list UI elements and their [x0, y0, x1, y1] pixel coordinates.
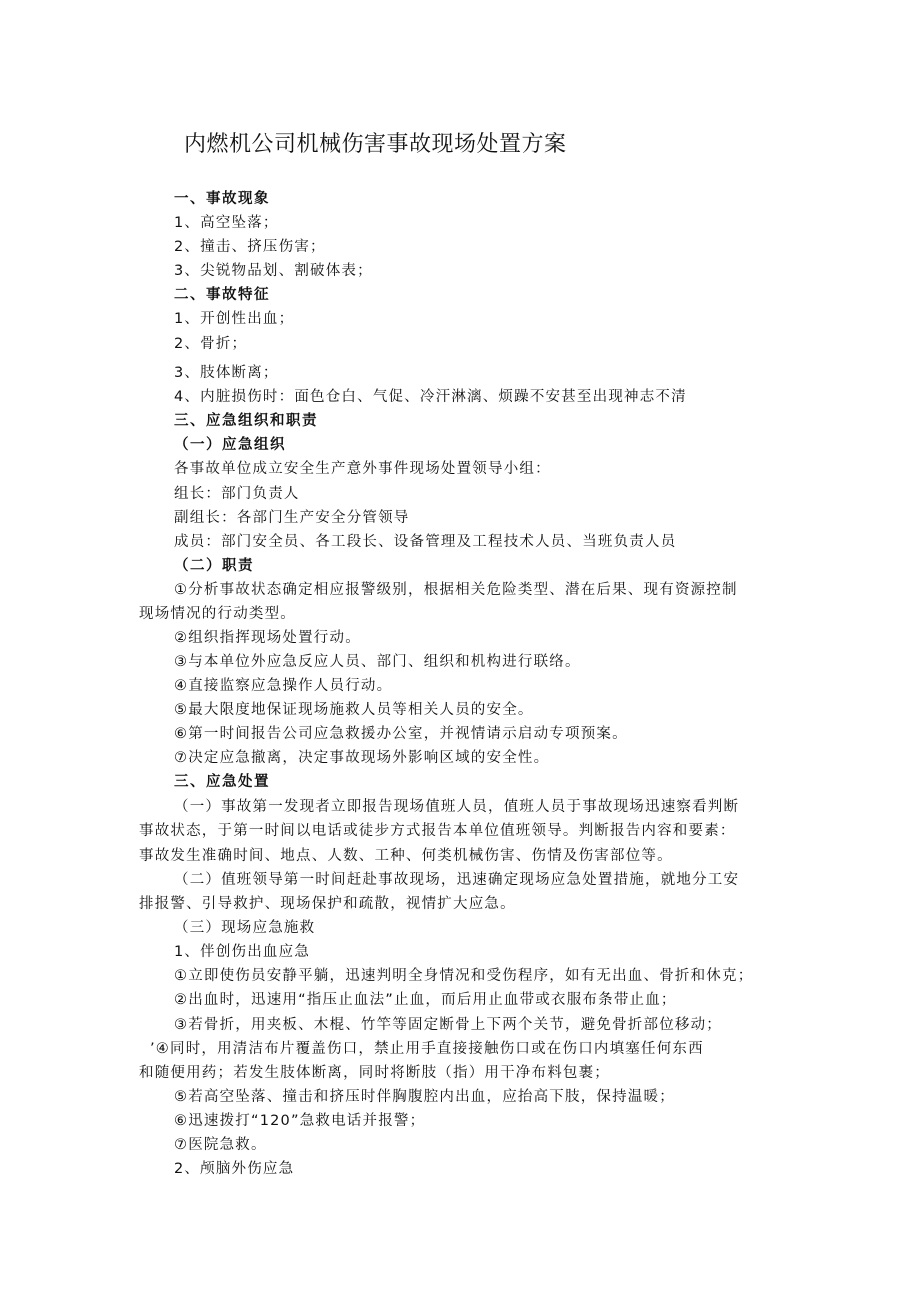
- list-item: 1、高空坠落；: [174, 215, 279, 231]
- paragraph-line: 各事故单位成立安全生产意外事件现场处置领导小组：: [174, 461, 551, 477]
- paragraph-line: 组长：部门负责人: [174, 486, 300, 502]
- paragraph-line: 1、伴创伤出血应急: [174, 944, 311, 960]
- subsection-heading: （二）职责: [174, 558, 254, 574]
- section-heading: 三、应急组织和职责: [174, 413, 318, 429]
- paragraph-line: 现场情况的行动类型。: [139, 606, 296, 622]
- paragraph-line: （一）事故第一发现者立即报告现场值班人员，值班人员于事故现场迅速察看判断: [174, 799, 740, 815]
- paragraph-line: ①分析事故状态确定相应报警级别，根据相关危险类型、潜在后果、现有资源控制: [174, 582, 738, 598]
- paragraph-line: 事故发生准确时间、地点、人数、工种、何类机械伤害、伤情及伤害部位等。: [139, 848, 673, 864]
- section-heading: 三、应急处置: [174, 774, 270, 790]
- paragraph-line: ⑦决定应急撤离，决定事故现场外影响区域的安全性。: [174, 750, 550, 766]
- subsection-heading: （一）应急组织: [174, 437, 286, 453]
- list-item: 2、骨折；: [174, 336, 248, 352]
- paragraph-line: 事故状态，于第一时间以电话或徒步方式报告本单位值班领导。判断报告内容和要素：: [139, 823, 736, 839]
- list-item: 1、开创性出血；: [174, 311, 295, 327]
- paragraph-line: （三）现场应急施救: [174, 920, 316, 936]
- list-item: 4、内脏损伤时：面色仓白、气促、冷汗淋漓、烦躁不安甚至出现神志不清: [174, 389, 687, 405]
- paragraph-line: 2、颅脑外伤应急: [174, 1161, 295, 1177]
- paragraph-line: ①立即使伤员安静平躺，迅速判明全身情况和受伤程序，如有无出血、骨折和休克；: [174, 968, 754, 984]
- paragraph-line: ⑤最大限度地保证现场施救人员等相关人员的安全。: [174, 702, 534, 718]
- paragraph-line: 副组长：各部门生产安全分管领导: [174, 510, 410, 526]
- paragraph-line: ⑥迅速拨打“120”急救电话并报警；: [174, 1113, 426, 1129]
- paragraph-line: ②组织指挥现场处置行动。: [174, 630, 361, 646]
- paragraph-line: 和随便用药；若发生肢体断离，同时将断肢（指）用干净布料包裹；: [139, 1065, 610, 1081]
- list-item: 3、尖锐物品划、割破体表；: [174, 263, 373, 279]
- paragraph-line: ’④同时，用清洁布片覆盖伤口，禁止用手直接接触伤口或在伤口内填塞任何东西: [150, 1041, 704, 1057]
- list-item: 2、撞击、挤压伤害；: [174, 239, 326, 255]
- paragraph-line: 成员：部门安全员、各工段长、设备管理及工程技术人员、当班负责人员: [174, 534, 677, 550]
- paragraph-line: ③若骨折，用夹板、木棍、竹竿等固定断骨上下两个关节，避免骨折部位移动；: [174, 1017, 722, 1033]
- paragraph-line: （二）值班领导第一时间赶赴事故现场，迅速确定现场应急处置措施，就地分工安: [174, 872, 740, 888]
- paragraph-line: ③与本单位外应急反应人员、部门、组织和机构进行联络。: [174, 654, 581, 670]
- paragraph-line: ②出血时，迅速用“指压止血法”止血，而后用止血带或衣服布条带止血；: [174, 992, 677, 1008]
- paragraph-line: ④直接监察应急操作人员行动。: [174, 678, 393, 694]
- paragraph-line: ⑦医院急救。: [174, 1137, 267, 1153]
- paragraph-line: ⑥第一时间报告公司应急救援办公室，并视情请示启动专项预案。: [174, 726, 628, 742]
- section-heading: 二、事故特征: [174, 287, 270, 303]
- paragraph-line: ⑤若高空坠落、撞击和挤压时伴胸腹腔内出血，应抬高下肢，保持温暖；: [174, 1089, 675, 1105]
- section-heading: 一、事故现象: [174, 191, 270, 207]
- list-item: 3、肢体断离；: [174, 365, 279, 381]
- document-title: 内燃机公司机械伤害事故现场处置方案: [184, 132, 567, 157]
- paragraph-line: 排报警、引导救护、现场保护和疏散，视情扩大应急。: [139, 896, 516, 912]
